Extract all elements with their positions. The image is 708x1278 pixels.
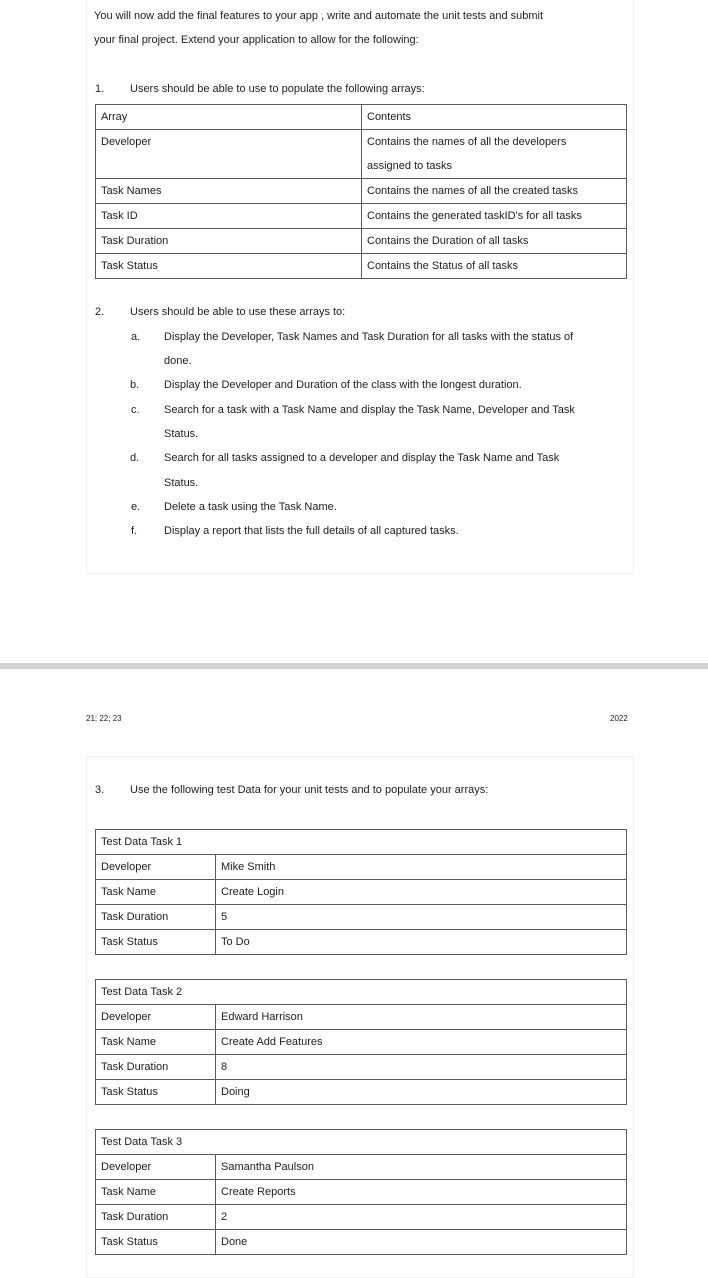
array-contents-cell: Contains the names of all the created tasks [362, 179, 627, 204]
section-3-number: 3. [95, 784, 105, 796]
test-data-title: Test Data Task 2 [96, 980, 627, 1005]
field-label: Developer [96, 1005, 216, 1030]
test-data-title: Test Data Task 3 [96, 1130, 627, 1155]
list-item-letter: f. [131, 525, 138, 537]
test-data-task-1-table [95, 829, 627, 955]
field-label: Task Status [96, 930, 216, 955]
contents-line: Contains the names of all the developers [367, 136, 567, 148]
field-value: To Do [216, 930, 627, 955]
list-item-letter: b. [130, 379, 140, 391]
field-label: Developer [96, 1155, 216, 1180]
table-row [96, 179, 627, 204]
contents-line: assigned to tasks [367, 160, 452, 172]
table-row [96, 1230, 627, 1255]
table-row [96, 905, 627, 930]
list-item-text: Display a report that lists the full details of all captured tasks. [164, 525, 459, 537]
list-item-text: Display the Developer, Task Names and Task Duration for all tasks with the status of [164, 331, 574, 343]
table-row [96, 1055, 627, 1080]
array-name-cell: Task Names [96, 179, 362, 204]
field-value: Done [216, 1230, 627, 1255]
list-item-text: Display the Developer and Duration of the class with the longest duration. [164, 379, 522, 391]
table-row [96, 880, 627, 905]
array-contents-cell: Contains the Duration of all tasks [362, 229, 627, 254]
field-label: Task Name [96, 1180, 216, 1205]
array-name-cell: Task ID [96, 204, 362, 229]
test-data-task-3-table [95, 1129, 627, 1255]
array-name-cell: Task Status [96, 254, 362, 279]
field-value: Create Login [216, 880, 627, 905]
field-value: Doing [216, 1080, 627, 1105]
footer-left: 21; 22; 23 [86, 714, 122, 723]
list-item-text: Status. [164, 477, 199, 489]
list-item-text: Search for a task with a Task Name and display the Task Name, Developer and Task [164, 404, 575, 416]
list-item-letter: c. [131, 404, 140, 416]
table-row [96, 204, 627, 229]
table-row [96, 130, 627, 179]
test-data-task-2-table [95, 979, 627, 1105]
table-row [96, 930, 627, 955]
section-2-text: Users should be able to use these arrays to: [130, 306, 346, 318]
table-row [96, 1155, 627, 1180]
table-row [96, 1005, 627, 1030]
table-title-row [96, 830, 627, 855]
section-1-number: 1. [95, 83, 105, 95]
field-value: Create Add Features [216, 1030, 627, 1055]
table-row [96, 1030, 627, 1055]
table-row [96, 1080, 627, 1105]
table-row [96, 229, 627, 254]
arrays-table [95, 104, 627, 279]
table-header-cell: Contents [362, 105, 627, 130]
array-contents-cell [362, 130, 627, 179]
table-row [96, 254, 627, 279]
list-item-letter: e. [131, 501, 141, 513]
field-label: Task Duration [96, 905, 216, 930]
list-item-text: done. [164, 355, 192, 367]
field-label: Task Name [96, 1030, 216, 1055]
field-label: Task Status [96, 1080, 216, 1105]
list-item-letter: a. [131, 331, 141, 343]
array-name-cell: Task Duration [96, 229, 362, 254]
table-row [96, 1205, 627, 1230]
field-value: Edward Harrison [216, 1005, 627, 1030]
list-item-text: Status. [164, 428, 199, 440]
field-value: Mike Smith [216, 855, 627, 880]
field-label: Task Duration [96, 1055, 216, 1080]
field-value: 5 [216, 905, 627, 930]
table-row [96, 855, 627, 880]
section-2-number: 2. [95, 306, 105, 318]
array-contents-cell: Contains the generated taskID's for all tasks [362, 204, 627, 229]
table-title-row [96, 1130, 627, 1155]
field-value: Samantha Paulson [216, 1155, 627, 1180]
field-value: 2 [216, 1205, 627, 1230]
field-value: Create Reports [216, 1180, 627, 1205]
intro-line-2: your final project. Extend your application to allow for the following: [94, 34, 419, 46]
table-row [96, 1180, 627, 1205]
array-contents-cell: Contains the Status of all tasks [362, 254, 627, 279]
field-value: 8 [216, 1055, 627, 1080]
section-3-text: Use the following test Data for your unit tests and to populate your arrays: [130, 784, 489, 796]
field-label: Task Duration [96, 1205, 216, 1230]
test-data-title: Test Data Task 1 [96, 830, 627, 855]
field-label: Task Name [96, 880, 216, 905]
array-name-cell: Developer [96, 130, 362, 179]
list-item-letter: d. [130, 452, 140, 464]
field-label: Developer [96, 855, 216, 880]
intro-line-1: You will now add the final features to your app , write and automate the unit tests and submit [94, 10, 544, 22]
table-header-row [96, 105, 627, 130]
page-break [0, 663, 708, 669]
table-title-row [96, 980, 627, 1005]
section-1-text: Users should be able to use to populate the following arrays: [130, 83, 425, 95]
footer-right: 2022 [610, 714, 628, 723]
field-label: Task Status [96, 1230, 216, 1255]
table-header-cell: Array [96, 105, 362, 130]
list-item-text: Delete a task using the Task Name. [164, 501, 337, 513]
list-item-text: Search for all tasks assigned to a developer and display the Task Name and Task [164, 452, 560, 464]
